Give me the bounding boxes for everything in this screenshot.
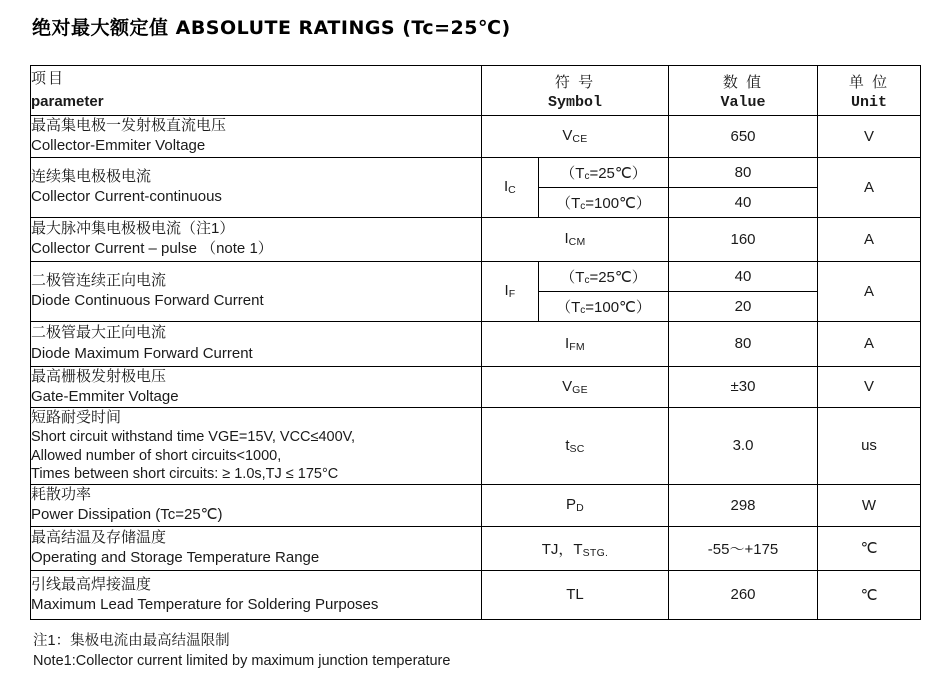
condition-cell: $(T_c=25℃)$ xyxy=(539,261,669,291)
symbol-cell: TL xyxy=(482,570,669,619)
param-cell: 最高栅极发射极电压 Gate-Emmiter Voltage xyxy=(31,366,482,408)
table-row-ifm xyxy=(31,321,921,366)
value-cell: 160 xyxy=(669,217,818,261)
unit-cell: W xyxy=(818,484,921,526)
page-title: 绝对最大额定值 ABSOLUTE RATINGS (Tc=25℃) xyxy=(32,17,511,39)
value-cell: 20 xyxy=(669,291,818,321)
footnote-zh: 注1：集极电流由最高结温限制 xyxy=(33,633,230,649)
symbol-cell: $I_{FM}$ xyxy=(482,321,669,366)
param-cell: 最大脉冲集电极极电流（注1） Collector Current – pulse （note 1） xyxy=(31,217,482,261)
table-header-row xyxy=(31,66,921,116)
footnotes xyxy=(33,631,450,672)
symbol-cell: $P_D$ xyxy=(482,484,669,526)
condition-cell: $(T_c=100℃)$ xyxy=(539,187,669,217)
unit-cell: A xyxy=(818,157,921,217)
param-cell: 最高集电极一发射极直流电压 Collector-Emmiter Voltage xyxy=(31,116,482,158)
param-cell: 引线最高焊接温度 Maximum Lead Temperature for Soldering Purposes xyxy=(31,570,482,619)
value-cell: 40 xyxy=(669,261,818,291)
unit-cell: A xyxy=(818,321,921,366)
unit-cell: A xyxy=(818,217,921,261)
unit-cell: A xyxy=(818,261,921,321)
symbol-cell: $I_C$ xyxy=(482,157,539,217)
absolute-ratings-table xyxy=(30,65,921,620)
header-parameter xyxy=(31,66,482,116)
symbol-cell: $I_F$ xyxy=(482,261,539,321)
param-cell: 二极管最大正向电流 Diode Maximum Forward Current xyxy=(31,321,482,366)
table-row-vge xyxy=(31,366,921,408)
param-cell: 连续集电极极电流 Collector Current-continuous xyxy=(31,157,482,217)
unit-cell: ℃ xyxy=(818,526,921,570)
value-cell: ±30 xyxy=(669,366,818,408)
table-row-tl xyxy=(31,570,921,619)
condition-cell: $(T_c=25℃)$ xyxy=(539,157,669,187)
symbol-cell: $t_{SC}$ xyxy=(482,408,669,485)
header-parameter-en: parameter xyxy=(31,92,104,110)
table-row-tj-tstg xyxy=(31,526,921,570)
header-unit xyxy=(818,66,921,116)
param-cell: 短路耐受时间 Short circuit withstand time VGE=15V, VCC≤400V, Allowed number of short circuits<1000, Times between short circuits: ≥ 1.0s,TJ ≤ 175°C xyxy=(31,408,482,485)
table-row-icm xyxy=(31,217,921,261)
value-cell: 298 xyxy=(669,484,818,526)
table-row-ic xyxy=(31,157,921,187)
footnote-en: Note1:Collector current limited by maximum junction temperature xyxy=(33,653,451,670)
table-row-if xyxy=(31,261,921,291)
unit-cell: V xyxy=(818,366,921,408)
header-symbol-en: Symbol xyxy=(548,93,603,111)
unit-cell: ℃ xyxy=(818,570,921,619)
param-cell: 最高结温及存储温度 Operating and Storage Temperature Range xyxy=(31,526,482,570)
value-cell: 80 xyxy=(669,321,818,366)
value-cell: 260 xyxy=(669,570,818,619)
table-row-tsc xyxy=(31,408,921,485)
header-symbol xyxy=(482,66,669,116)
condition-cell: $(T_c=100℃)$ xyxy=(539,291,669,321)
value-cell: 80 xyxy=(669,157,818,187)
header-value-zh: 数 值 xyxy=(722,73,764,91)
table-row-pd xyxy=(31,484,921,526)
unit-cell: us xyxy=(818,408,921,485)
header-value xyxy=(669,66,818,116)
header-symbol-zh: 符 号 xyxy=(554,73,596,91)
header-value-en: Value xyxy=(720,93,766,111)
unit-cell: V xyxy=(818,116,921,158)
symbol-cell: $V_{CE}$ xyxy=(482,116,669,158)
symbol-cell: $V_{GE}$ xyxy=(482,366,669,408)
header-unit-en: Unit xyxy=(851,93,888,111)
header-parameter-zh: 项目 xyxy=(31,70,66,88)
symbol-cell: $I_{CM}$ xyxy=(482,217,669,261)
table-row-vce xyxy=(31,116,921,158)
value-cell: -55～+175 xyxy=(669,526,818,570)
param-cell: 耗散功率 Power Dissipation (Tc=25℃) xyxy=(31,484,482,526)
header-unit-zh: 单 位 xyxy=(848,73,890,91)
symbol-cell: TJ，$T_{STG.}$ xyxy=(482,526,669,570)
value-cell: 3.0 xyxy=(669,408,818,485)
value-cell: 650 xyxy=(669,116,818,158)
value-cell: 40 xyxy=(669,187,818,217)
param-cell: 二极管连续正向电流 Diode Continuous Forward Current xyxy=(31,261,482,321)
